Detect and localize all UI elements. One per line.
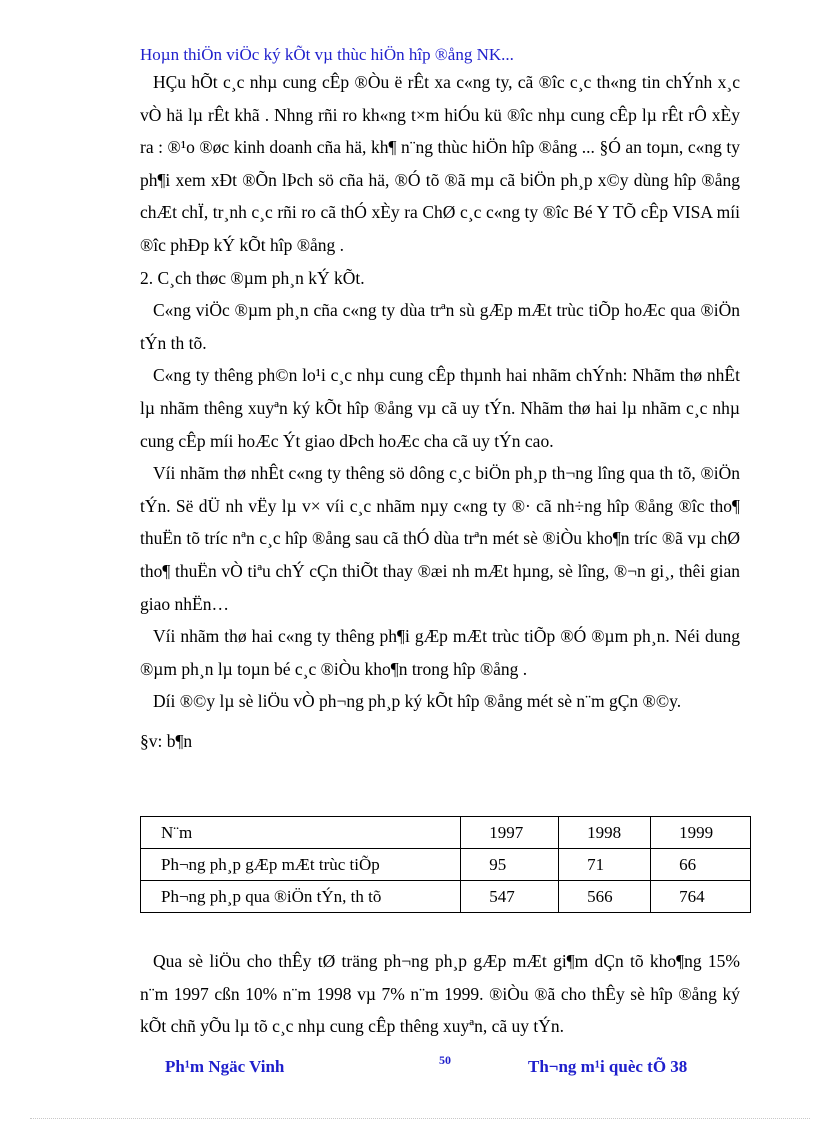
table-header-cell: 1999 [651, 817, 751, 849]
paragraph-1: HÇu hÕt c¸c nhµ cung cÊp ®Òu ë rÊt xa c«ng ty, cã ®îc c¸c th«ng tin chÝnh x¸c vÒ hä lµ rÊt khã . Nhng rñi ro kh«ng t×m hiÓu kü ®îc nhµ cung cÊp lµ rÊt rÔ xÈy ra : ®¹o ®øc kinh doanh cña hä, kh¶ n¨ng thùc hiÖn hîp ®ång ... §Ó an toµn, c«ng ty ph¶i xem xÐt ®Õn lÞch sö cña hä, ®Ó tõ ®ã mµ cã biÖn ph¸p x©y dùng hîp ®ång chÆt chÏ, tr¸nh c¸c rñi ro cã thÓ xÈy ra ChØ c¸c c«ng ty ®îc Bé Y TÕ cÊp VISA míi ®îc phÐp kÝ kÕt hîp ®ång . [140, 72, 740, 255]
paragraph-6: Díi ®©y lµ sè liÖu vÒ ph¬ng ph¸p ký kÕt hîp ®ång mét sè n¨m gÇn ®©y. [153, 691, 682, 712]
table-cell: 764 [651, 881, 751, 913]
page-bottom-border [30, 1118, 810, 1119]
running-header: Hoµn thiÖn viÖc ký kÕt vµ thùc hiÖn hîp ®ång NK... [140, 45, 514, 64]
table-cell: 71 [559, 849, 651, 881]
table-cell: Ph¬ng ph¸p gÆp mÆt trùc tiÕp [141, 849, 461, 881]
table-cell: 566 [559, 881, 651, 913]
page-footer [0, 1053, 816, 1083]
paragraph-4: Víi nhãm thø nhÊt c«ng ty thêng sö dông c¸c biÖn ph¸p th¬ng lîng qua th tõ, ®iÖn tÝn. Së dÜ nh vËy lµ v× víi c¸c nhãm nµy c«ng ty ®· cã nh÷ng hîp ®ång ®îc tho¶ thuËn tõ tríc nªn c¸c hîp ®ång sau cã thÓ dùa trªn mét sè ®iÒu kho¶n tríc ®ã vµ chØ tho¶ thuËn vÒ tiªu chÝ cÇn thiÕt thay ®æi nh mÆt hµng, sè lîng, ®¬n gi¸, thêi gian giao nhËn… [140, 463, 740, 614]
table-header-row [141, 817, 751, 849]
paragraph-5: Víi nhãm thø hai c«ng ty thêng ph¶i gÆp mÆt trùc tiÕp ®Ó ®µm ph¸n. Néi dung ®µm ph¸n lµ toµn bé c¸c ®iÒu kho¶n trong hîp ®ång . [140, 626, 740, 679]
table-cell: 547 [461, 881, 559, 913]
paragraph-7: Qua sè liÖu cho thÊy tØ träng ph¬ng ph¸p gÆp mÆt gi¶m dÇn tõ kho¶ng 15% n¨m 1997 cßn 10% n¨m 1998 vµ 7% n¨m 1999. ®iÒu ®ã cho thÊy sè hîp ®ång ký kÕt chñ yÕu lµ tõ c¸c nhµ cung cÊp thêng xuyªn, cã uy tÝn. [140, 951, 740, 1037]
paragraph-2: C«ng viÖc ®µm ph¸n cña c«ng ty dùa trªn sù gÆp mÆt trùc tiÕp hoÆc qua ®iÖn tÝn th tõ. [140, 300, 740, 353]
table-cell: 66 [651, 849, 751, 881]
unit-label: §v: b¶n [140, 730, 193, 751]
document-body [140, 44, 740, 756]
table-cell: 95 [461, 849, 559, 881]
table-header-cell: 1997 [461, 817, 559, 849]
footer-school: Th¬ng m¹i quèc tÕ 38 [528, 1057, 688, 1076]
section-2-title: 2. C¸ch thøc ®µm ph¸n kÝ kÕt. [140, 267, 365, 288]
table-row [141, 849, 751, 881]
table-header-cell: 1998 [559, 817, 651, 849]
contract-method-table [140, 816, 751, 913]
table-row [141, 881, 751, 913]
table-cell: Ph¬ng ph¸p qua ®iÖn tÝn, th tõ [141, 881, 461, 913]
paragraph-3: C«ng ty thêng ph©n lo¹i c¸c nhµ cung cÊp thµnh hai nhãm chÝnh: Nhãm thø nhÊt lµ nhãm thêng xuyªn ký kÕt hîp ®ång vµ cã uy tÝn. Nhãm thø hai lµ nhãm c¸c nhµ cung cÊp míi hoÆc Ýt giao dÞch hoÆc cha cã uy tÝn cao. [140, 365, 740, 451]
page-number: 50 [439, 1053, 451, 1067]
footer-author: Ph¹m Ngäc Vinh [165, 1057, 285, 1076]
table-header-cell: N¨m [141, 817, 461, 849]
conclusion-block [140, 945, 740, 1043]
